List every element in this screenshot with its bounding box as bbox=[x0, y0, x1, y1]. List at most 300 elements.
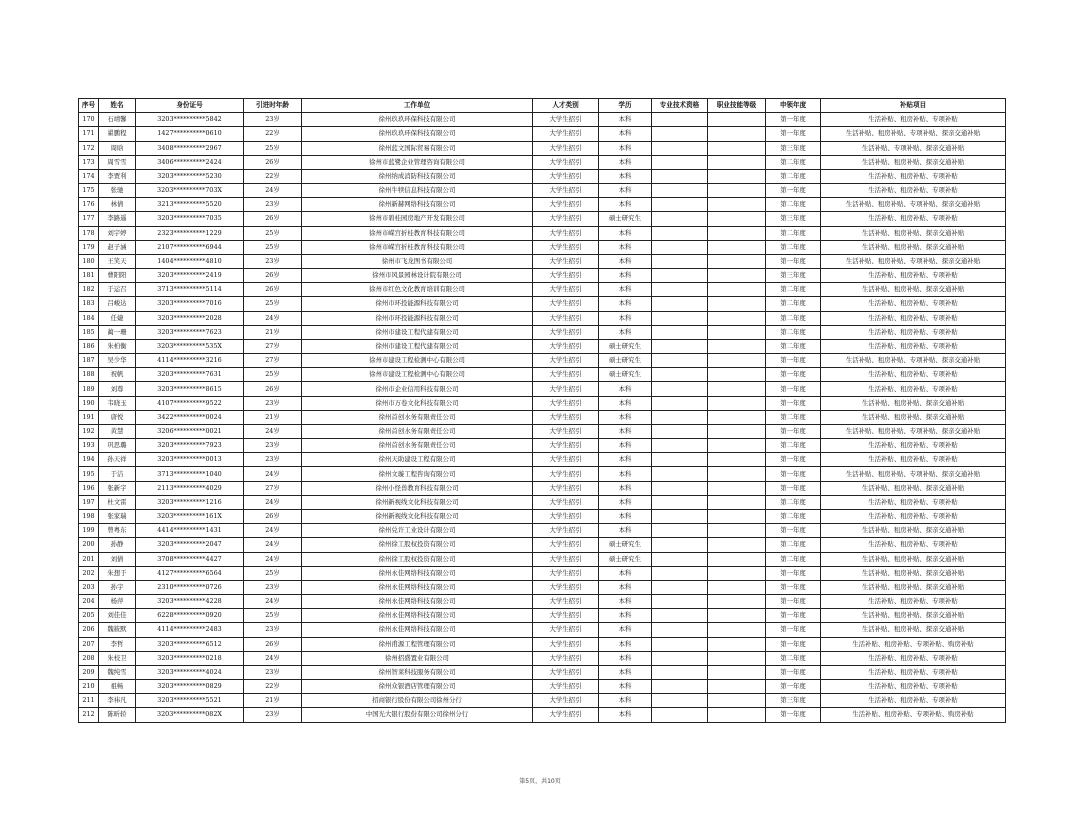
cell-talent-category: 大学生招引 bbox=[533, 113, 599, 127]
cell-employer: 徐州市企业信用科技有限公司 bbox=[302, 382, 533, 396]
header-name: 姓名 bbox=[99, 99, 136, 113]
table-row bbox=[79, 538, 1006, 552]
cell-age: 26岁 bbox=[244, 283, 302, 297]
table-row bbox=[79, 283, 1006, 297]
cell-employer: 徐州文璇工程咨询有限公司 bbox=[302, 467, 533, 481]
cell-subsidy-items: 生活补贴、租房补贴、专项补贴 bbox=[821, 311, 1006, 325]
cell-application-year: 第一年度 bbox=[766, 524, 821, 538]
cell-education: 本科 bbox=[599, 524, 652, 538]
cell-age: 26岁 bbox=[244, 212, 302, 226]
cell-employer: 徐州永佳网络科技有限公司 bbox=[302, 566, 533, 580]
table-row bbox=[79, 509, 1006, 523]
cell-application-year: 第二年度 bbox=[766, 538, 821, 552]
cell-professional-title bbox=[652, 283, 708, 297]
cell-employer: 徐州永佳网络科技有限公司 bbox=[302, 595, 533, 609]
cell-professional-title bbox=[652, 580, 708, 594]
table-row bbox=[79, 127, 1006, 141]
table-row bbox=[79, 269, 1006, 283]
table-row bbox=[79, 424, 1006, 438]
table-row bbox=[79, 609, 1006, 623]
cell-index: 182 bbox=[79, 283, 99, 297]
cell-employer: 徐州市飞龙图书有限公司 bbox=[302, 254, 533, 268]
cell-employer: 徐州永佳网络科技有限公司 bbox=[302, 609, 533, 623]
cell-subsidy-items: 生活补贴、租房补贴、专项补贴 bbox=[821, 169, 1006, 183]
cell-name: 巩思璐 bbox=[99, 439, 136, 453]
cell-id-number: 3203**********2047 bbox=[136, 538, 244, 552]
cell-skill-level bbox=[708, 439, 766, 453]
cell-name: 杨萍 bbox=[99, 595, 136, 609]
cell-name: 李路遥 bbox=[99, 212, 136, 226]
cell-index: 189 bbox=[79, 382, 99, 396]
cell-professional-title bbox=[652, 311, 708, 325]
cell-education: 本科 bbox=[599, 240, 652, 254]
cell-education: 硕士研究生 bbox=[599, 368, 652, 382]
cell-talent-category: 大学生招引 bbox=[533, 141, 599, 155]
cell-age: 23岁 bbox=[244, 254, 302, 268]
cell-index: 200 bbox=[79, 538, 99, 552]
cell-index: 191 bbox=[79, 410, 99, 424]
table-row bbox=[79, 339, 1006, 353]
cell-education: 本科 bbox=[599, 495, 652, 509]
cell-application-year: 第一年度 bbox=[766, 467, 821, 481]
cell-skill-level bbox=[708, 155, 766, 169]
cell-subsidy-items: 生活补贴、租房补贴、专项补贴 bbox=[821, 453, 1006, 467]
cell-age: 26岁 bbox=[244, 509, 302, 523]
cell-name: 石靖馨 bbox=[99, 113, 136, 127]
cell-skill-level bbox=[708, 283, 766, 297]
cell-skill-level bbox=[708, 467, 766, 481]
cell-application-year: 第一年度 bbox=[766, 708, 821, 722]
cell-professional-title bbox=[652, 665, 708, 679]
cell-education: 本科 bbox=[599, 297, 652, 311]
cell-index: 193 bbox=[79, 439, 99, 453]
cell-subsidy-items: 生活补贴、租房补贴、专项补贴 bbox=[821, 651, 1006, 665]
cell-index: 203 bbox=[79, 580, 99, 594]
table-row bbox=[79, 708, 1006, 722]
cell-name: 魏纯雪 bbox=[99, 665, 136, 679]
cell-subsidy-items: 生活补贴、租房补贴、探亲交通补贴 bbox=[821, 524, 1006, 538]
cell-age: 23岁 bbox=[244, 396, 302, 410]
table-row bbox=[79, 580, 1006, 594]
cell-professional-title bbox=[652, 524, 708, 538]
cell-professional-title bbox=[652, 297, 708, 311]
cell-skill-level bbox=[708, 269, 766, 283]
cell-education: 硕士研究生 bbox=[599, 552, 652, 566]
cell-education: 硕士研究生 bbox=[599, 354, 652, 368]
cell-education: 本科 bbox=[599, 424, 652, 438]
cell-application-year: 第一年度 bbox=[766, 637, 821, 651]
cell-age: 26岁 bbox=[244, 269, 302, 283]
cell-subsidy-items: 生活补贴、租房补贴、专项补贴 bbox=[821, 509, 1006, 523]
cell-name: 张家瑞 bbox=[99, 509, 136, 523]
cell-application-year: 第二年度 bbox=[766, 651, 821, 665]
cell-skill-level bbox=[708, 226, 766, 240]
cell-employer: 徐州市环投能源科技有限公司 bbox=[302, 297, 533, 311]
cell-index: 195 bbox=[79, 467, 99, 481]
cell-subsidy-items: 生活补贴、租房补贴、专项补贴 bbox=[821, 212, 1006, 226]
cell-application-year: 第二年度 bbox=[766, 226, 821, 240]
cell-subsidy-items: 生活补贴、租房补贴、探亲交通补贴 bbox=[821, 283, 1006, 297]
cell-application-year: 第一年度 bbox=[766, 609, 821, 623]
header-skill-level: 职业技能等级 bbox=[708, 99, 766, 113]
cell-index: 211 bbox=[79, 694, 99, 708]
cell-employer: 徐州首创水务有限责任公司 bbox=[302, 410, 533, 424]
cell-id-number: 3203**********082X bbox=[136, 708, 244, 722]
cell-index: 183 bbox=[79, 297, 99, 311]
table-row bbox=[79, 637, 1006, 651]
cell-index: 186 bbox=[79, 339, 99, 353]
cell-name: 朱校卫 bbox=[99, 651, 136, 665]
cell-subsidy-items: 生活补贴、租房补贴、探亲交通补贴 bbox=[821, 410, 1006, 424]
cell-talent-category: 大学生招引 bbox=[533, 623, 599, 637]
cell-education: 硕士研究生 bbox=[599, 212, 652, 226]
cell-subsidy-items: 生活补贴、租房补贴、探亲交通补贴 bbox=[821, 623, 1006, 637]
cell-age: 24岁 bbox=[244, 595, 302, 609]
cell-id-number: 4114**********2483 bbox=[136, 623, 244, 637]
cell-talent-category: 大学生招引 bbox=[533, 424, 599, 438]
cell-subsidy-items: 生活补贴、租房补贴、专项补贴、探亲交通补贴 bbox=[821, 354, 1006, 368]
table-header-row bbox=[79, 99, 1006, 113]
header-talent-category: 人才类别 bbox=[533, 99, 599, 113]
cell-employer: 徐州永佳网络科技有限公司 bbox=[302, 580, 533, 594]
cell-age: 21岁 bbox=[244, 410, 302, 424]
cell-id-number: 3203**********7623 bbox=[136, 325, 244, 339]
cell-professional-title bbox=[652, 680, 708, 694]
cell-application-year: 第二年度 bbox=[766, 509, 821, 523]
cell-id-number: 2323**********1229 bbox=[136, 226, 244, 240]
cell-name: 祝帆 bbox=[99, 368, 136, 382]
table-row bbox=[79, 226, 1006, 240]
cell-index: 205 bbox=[79, 609, 99, 623]
cell-employer: 徐州众银酒店管理有限公司 bbox=[302, 680, 533, 694]
header-employer: 工作单位 bbox=[302, 99, 533, 113]
cell-age: 26岁 bbox=[244, 637, 302, 651]
table-row bbox=[79, 254, 1006, 268]
cell-id-number: 1427**********0610 bbox=[136, 127, 244, 141]
cell-index: 192 bbox=[79, 424, 99, 438]
cell-skill-level bbox=[708, 665, 766, 679]
cell-age: 24岁 bbox=[244, 184, 302, 198]
cell-subsidy-items: 生活补贴、租房补贴、探亲交通补贴 bbox=[821, 396, 1006, 410]
cell-employer: 徐州新视线文化科技有限公司 bbox=[302, 509, 533, 523]
cell-index: 179 bbox=[79, 240, 99, 254]
cell-name: 刘倩 bbox=[99, 552, 136, 566]
cell-application-year: 第三年度 bbox=[766, 212, 821, 226]
cell-subsidy-items: 生活补贴、租房补贴、专项补贴、探亲交通补贴 bbox=[821, 198, 1006, 212]
cell-id-number: 3203**********6512 bbox=[136, 637, 244, 651]
cell-subsidy-items: 生活补贴、租房补贴、专项补贴 bbox=[821, 382, 1006, 396]
cell-professional-title bbox=[652, 212, 708, 226]
cell-application-year: 第二年度 bbox=[766, 339, 821, 353]
cell-age: 24岁 bbox=[244, 651, 302, 665]
cell-subsidy-items: 生活补贴、租房补贴、专项补贴 bbox=[821, 184, 1006, 198]
cell-application-year: 第一年度 bbox=[766, 382, 821, 396]
cell-professional-title bbox=[652, 495, 708, 509]
cell-skill-level bbox=[708, 694, 766, 708]
cell-id-number: 3203**********0218 bbox=[136, 651, 244, 665]
cell-professional-title bbox=[652, 467, 708, 481]
cell-name: 黄慧 bbox=[99, 424, 136, 438]
cell-skill-level bbox=[708, 198, 766, 212]
cell-age: 23岁 bbox=[244, 665, 302, 679]
cell-id-number: 4127**********6564 bbox=[136, 566, 244, 580]
cell-name: 唐悦 bbox=[99, 410, 136, 424]
cell-age: 23岁 bbox=[244, 623, 302, 637]
cell-application-year: 第一年度 bbox=[766, 424, 821, 438]
table-row bbox=[79, 481, 1006, 495]
cell-talent-category: 大学生招引 bbox=[533, 538, 599, 552]
cell-name: 蔺一珊 bbox=[99, 325, 136, 339]
cell-employer: 徐州市建设工程代建有限公司 bbox=[302, 339, 533, 353]
cell-age: 27岁 bbox=[244, 339, 302, 353]
cell-age: 26岁 bbox=[244, 382, 302, 396]
cell-education: 本科 bbox=[599, 509, 652, 523]
cell-talent-category: 大学生招引 bbox=[533, 339, 599, 353]
cell-age: 23岁 bbox=[244, 708, 302, 722]
cell-name: 王笑天 bbox=[99, 254, 136, 268]
cell-index: 201 bbox=[79, 552, 99, 566]
cell-talent-category: 大学生招引 bbox=[533, 481, 599, 495]
cell-employer: 徐州市建设工程代建有限公司 bbox=[302, 325, 533, 339]
cell-skill-level bbox=[708, 240, 766, 254]
cell-education: 本科 bbox=[599, 325, 652, 339]
cell-skill-level bbox=[708, 538, 766, 552]
cell-talent-category: 大学生招引 bbox=[533, 396, 599, 410]
cell-id-number: 3203**********0829 bbox=[136, 680, 244, 694]
cell-index: 208 bbox=[79, 651, 99, 665]
cell-talent-category: 大学生招引 bbox=[533, 595, 599, 609]
cell-index: 187 bbox=[79, 354, 99, 368]
cell-id-number: 3203**********161X bbox=[136, 509, 244, 523]
table-row bbox=[79, 623, 1006, 637]
cell-talent-category: 大学生招引 bbox=[533, 382, 599, 396]
cell-education: 本科 bbox=[599, 184, 652, 198]
cell-application-year: 第二年度 bbox=[766, 155, 821, 169]
cell-name: 任婕 bbox=[99, 311, 136, 325]
cell-employer: 徐州徐工股权投资有限公司 bbox=[302, 552, 533, 566]
cell-professional-title bbox=[652, 155, 708, 169]
cell-talent-category: 大学生招引 bbox=[533, 524, 599, 538]
cell-name: 李贾利 bbox=[99, 169, 136, 183]
table-row bbox=[79, 240, 1006, 254]
cell-professional-title bbox=[652, 382, 708, 396]
cell-name: 祖畅 bbox=[99, 680, 136, 694]
cell-talent-category: 大学生招引 bbox=[533, 269, 599, 283]
cell-name: 张驰 bbox=[99, 184, 136, 198]
cell-talent-category: 大学生招引 bbox=[533, 694, 599, 708]
cell-professional-title bbox=[652, 141, 708, 155]
cell-talent-category: 大学生招引 bbox=[533, 680, 599, 694]
cell-age: 25岁 bbox=[244, 609, 302, 623]
cell-education: 本科 bbox=[599, 439, 652, 453]
cell-subsidy-items: 生活补贴、租房补贴、专项补贴 bbox=[821, 269, 1006, 283]
header-id-number: 身份证号 bbox=[136, 99, 244, 113]
cell-education: 硕士研究生 bbox=[599, 538, 652, 552]
cell-name: 于运召 bbox=[99, 283, 136, 297]
cell-employer: 徐州小怪兽教育科技有限公司 bbox=[302, 481, 533, 495]
cell-professional-title bbox=[652, 552, 708, 566]
cell-professional-title bbox=[652, 609, 708, 623]
cell-professional-title bbox=[652, 538, 708, 552]
cell-age: 23岁 bbox=[244, 198, 302, 212]
cell-name: 周雪雪 bbox=[99, 155, 136, 169]
cell-application-year: 第一年度 bbox=[766, 680, 821, 694]
cell-age: 23岁 bbox=[244, 580, 302, 594]
table-row bbox=[79, 453, 1006, 467]
cell-application-year: 第二年度 bbox=[766, 325, 821, 339]
cell-talent-category: 大学生招引 bbox=[533, 169, 599, 183]
table-row bbox=[79, 552, 1006, 566]
table-row bbox=[79, 524, 1006, 538]
cell-skill-level bbox=[708, 113, 766, 127]
cell-subsidy-items: 生活补贴、租房补贴、专项补贴 bbox=[821, 495, 1006, 509]
table-row bbox=[79, 665, 1006, 679]
cell-subsidy-items: 生活补贴、租房补贴、专项补贴 bbox=[821, 538, 1006, 552]
cell-index: 180 bbox=[79, 254, 99, 268]
cell-skill-level bbox=[708, 552, 766, 566]
cell-employer: 徐州玖玖环保科技有限公司 bbox=[302, 127, 533, 141]
cell-application-year: 第一年度 bbox=[766, 453, 821, 467]
cell-id-number: 2113**********4029 bbox=[136, 481, 244, 495]
cell-skill-level bbox=[708, 339, 766, 353]
data-table-container bbox=[78, 98, 1005, 723]
cell-id-number: 6228**********0920 bbox=[136, 609, 244, 623]
cell-application-year: 第二年度 bbox=[766, 283, 821, 297]
cell-id-number: 3203**********4228 bbox=[136, 595, 244, 609]
cell-talent-category: 大学生招引 bbox=[533, 127, 599, 141]
cell-application-year: 第一年度 bbox=[766, 127, 821, 141]
cell-professional-title bbox=[652, 354, 708, 368]
cell-subsidy-items: 生活补贴、租房补贴、探亲交通补贴 bbox=[821, 580, 1006, 594]
cell-subsidy-items: 生活补贴、租房补贴、专项补贴 bbox=[821, 665, 1006, 679]
table-row bbox=[79, 382, 1006, 396]
cell-skill-level bbox=[708, 708, 766, 722]
cell-subsidy-items: 生活补贴、租房补贴、探亲交通补贴 bbox=[821, 609, 1006, 623]
cell-index: 209 bbox=[79, 665, 99, 679]
cell-education: 本科 bbox=[599, 609, 652, 623]
cell-employer: 徐州新赫网络科技有限公司 bbox=[302, 198, 533, 212]
cell-subsidy-items: 生活补贴、租房补贴、专项补贴 bbox=[821, 368, 1006, 382]
cell-talent-category: 大学生招引 bbox=[533, 226, 599, 240]
cell-index: 171 bbox=[79, 127, 99, 141]
cell-application-year: 第一年度 bbox=[766, 184, 821, 198]
cell-professional-title bbox=[652, 368, 708, 382]
cell-id-number: 3203**********8615 bbox=[136, 382, 244, 396]
cell-education: 本科 bbox=[599, 566, 652, 580]
table-row bbox=[79, 354, 1006, 368]
header-professional-title: 专业技术资格 bbox=[652, 99, 708, 113]
cell-education: 本科 bbox=[599, 708, 652, 722]
cell-employer: 徐州徐工股权投资有限公司 bbox=[302, 538, 533, 552]
cell-id-number: 3408**********2967 bbox=[136, 141, 244, 155]
cell-id-number: 4414**********1431 bbox=[136, 524, 244, 538]
cell-education: 本科 bbox=[599, 665, 652, 679]
cell-age: 23岁 bbox=[244, 113, 302, 127]
cell-skill-level bbox=[708, 595, 766, 609]
cell-application-year: 第一年度 bbox=[766, 254, 821, 268]
cell-professional-title bbox=[652, 453, 708, 467]
cell-education: 本科 bbox=[599, 155, 652, 169]
cell-index: 188 bbox=[79, 368, 99, 382]
cell-talent-category: 大学生招引 bbox=[533, 708, 599, 722]
cell-employer: 徐州牛犊信息科技有限公司 bbox=[302, 184, 533, 198]
cell-age: 24岁 bbox=[244, 424, 302, 438]
cell-application-year: 第二年度 bbox=[766, 495, 821, 509]
cell-index: 194 bbox=[79, 453, 99, 467]
cell-subsidy-items: 生活补贴、租房补贴、专项补贴 bbox=[821, 325, 1006, 339]
table-row bbox=[79, 325, 1006, 339]
cell-professional-title bbox=[652, 325, 708, 339]
cell-talent-category: 大学生招引 bbox=[533, 240, 599, 254]
cell-professional-title bbox=[652, 595, 708, 609]
cell-id-number: 3203**********5521 bbox=[136, 694, 244, 708]
cell-application-year: 第一年度 bbox=[766, 623, 821, 637]
cell-professional-title bbox=[652, 269, 708, 283]
table-row bbox=[79, 495, 1006, 509]
cell-subsidy-items: 生活补贴、租房补贴、专项补贴 bbox=[821, 439, 1006, 453]
cell-id-number: 3203**********703X bbox=[136, 184, 244, 198]
cell-talent-category: 大学生招引 bbox=[533, 354, 599, 368]
cell-talent-category: 大学生招引 bbox=[533, 212, 599, 226]
cell-employer: 徐州市碧桂园房地产开发有限公司 bbox=[302, 212, 533, 226]
cell-skill-level bbox=[708, 368, 766, 382]
cell-professional-title bbox=[652, 127, 708, 141]
cell-subsidy-items: 生活补贴、租房补贴、专项补贴 bbox=[821, 694, 1006, 708]
cell-application-year: 第一年度 bbox=[766, 368, 821, 382]
cell-name: 韦晓玉 bbox=[99, 396, 136, 410]
cell-subsidy-items: 生活补贴、租房补贴、专项补贴 bbox=[821, 297, 1006, 311]
cell-application-year: 第三年度 bbox=[766, 269, 821, 283]
cell-subsidy-items: 生活补贴、租房补贴、探亲交通补贴 bbox=[821, 240, 1006, 254]
cell-index: 196 bbox=[79, 481, 99, 495]
cell-skill-level bbox=[708, 495, 766, 509]
cell-talent-category: 大学生招引 bbox=[533, 368, 599, 382]
cell-name: 刘尊 bbox=[99, 382, 136, 396]
cell-skill-level bbox=[708, 424, 766, 438]
cell-name: 孙宇 bbox=[99, 580, 136, 594]
cell-age: 23岁 bbox=[244, 439, 302, 453]
cell-professional-title bbox=[652, 637, 708, 651]
cell-id-number: 3203**********2419 bbox=[136, 269, 244, 283]
cell-professional-title bbox=[652, 184, 708, 198]
cell-talent-category: 大学生招引 bbox=[533, 453, 599, 467]
cell-index: 176 bbox=[79, 198, 99, 212]
cell-skill-level bbox=[708, 141, 766, 155]
cell-name: 吴少华 bbox=[99, 354, 136, 368]
cell-professional-title bbox=[652, 424, 708, 438]
table-row bbox=[79, 396, 1006, 410]
cell-index: 199 bbox=[79, 524, 99, 538]
cell-employer: 徐州市万卷文化科技有限公司 bbox=[302, 396, 533, 410]
cell-professional-title bbox=[652, 708, 708, 722]
cell-application-year: 第一年度 bbox=[766, 580, 821, 594]
cell-skill-level bbox=[708, 254, 766, 268]
cell-name: 朱柏衡 bbox=[99, 339, 136, 353]
cell-subsidy-items: 生活补贴、租房补贴、专项补贴 bbox=[821, 595, 1006, 609]
cell-talent-category: 大学生招引 bbox=[533, 580, 599, 594]
cell-application-year: 第二年度 bbox=[766, 552, 821, 566]
cell-talent-category: 大学生招引 bbox=[533, 552, 599, 566]
cell-name: 张新宇 bbox=[99, 481, 136, 495]
cell-id-number: 3713**********1040 bbox=[136, 467, 244, 481]
cell-employer: 徐州市风景园林设计院有限公司 bbox=[302, 269, 533, 283]
cell-age: 22岁 bbox=[244, 169, 302, 183]
cell-skill-level bbox=[708, 651, 766, 665]
table-row bbox=[79, 694, 1006, 708]
cell-education: 本科 bbox=[599, 198, 652, 212]
cell-education: 本科 bbox=[599, 595, 652, 609]
cell-education: 本科 bbox=[599, 382, 652, 396]
